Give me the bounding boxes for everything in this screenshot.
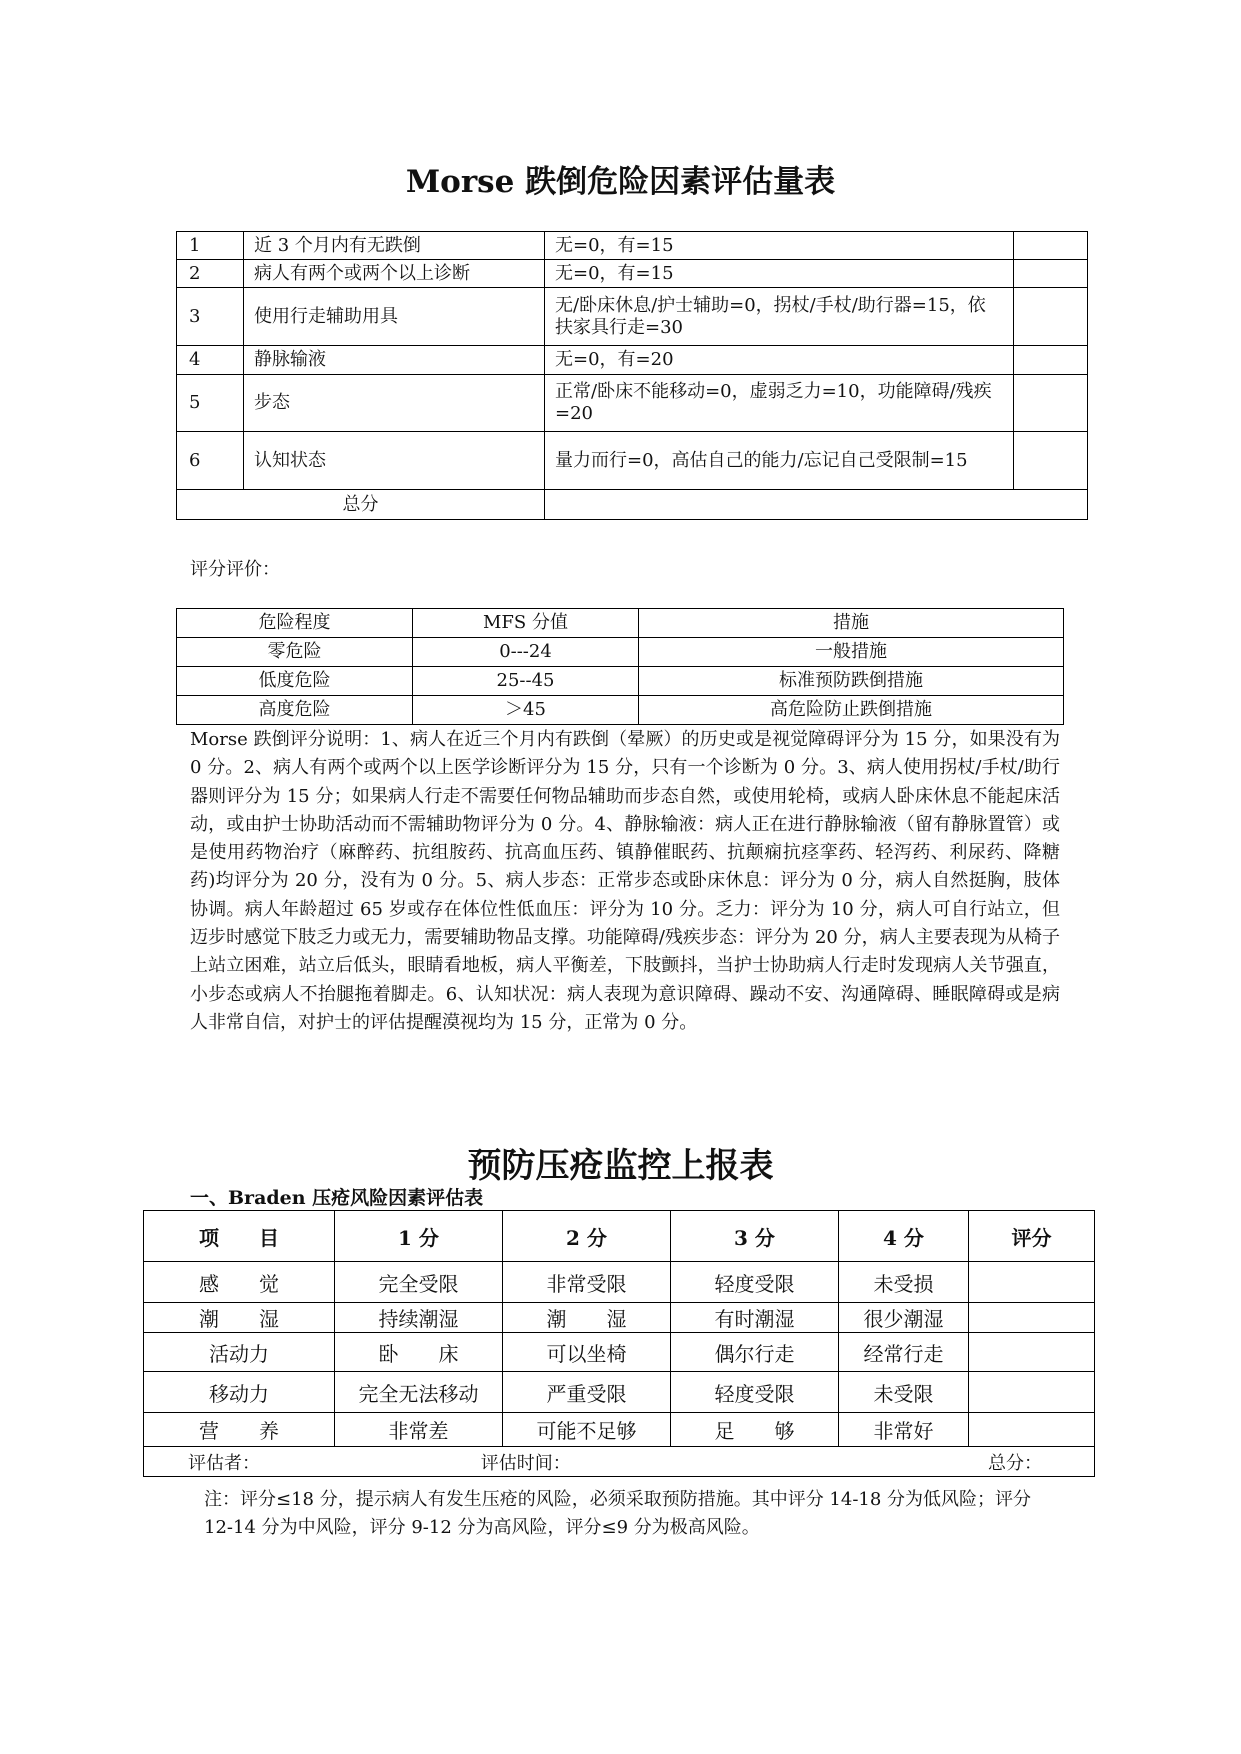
morse-row-criteria: 无=0，有=15: [545, 232, 1014, 260]
header-score-4: 4 分: [839, 1211, 969, 1262]
morse-row-criteria: 无=0，有=15: [545, 260, 1014, 288]
morse-row-criteria: 无/卧床休息/护士辅助=0，拐杖/手杖/助行器=15，依扶家具行走=30: [545, 288, 1014, 346]
risk-level: 高度危险: [177, 696, 413, 725]
braden-option-2: 可以坐椅: [503, 1333, 671, 1372]
braden-title: 预防压疮监控上报表: [467, 1146, 774, 1186]
risk-level-table: [176, 608, 1064, 725]
braden-score-cell[interactable]: [969, 1413, 1095, 1447]
braden-option-1: 非常差: [335, 1413, 503, 1447]
morse-row-number: 5: [177, 375, 244, 432]
morse-total-row: [177, 490, 1088, 520]
braden-option-1: 卧 床: [335, 1333, 503, 1372]
header-level: 危险程度: [177, 609, 413, 638]
braden-option-3: 有时潮湿: [671, 1303, 839, 1333]
morse-row-number: 2: [177, 260, 244, 288]
morse-row-number: 1: [177, 232, 244, 260]
risk-measure: 一般措施: [639, 638, 1064, 667]
morse-row-number: 3: [177, 288, 244, 346]
braden-row: [144, 1303, 1095, 1333]
total-score-label: 总分：: [988, 1452, 1042, 1474]
braden-row: [144, 1413, 1095, 1447]
braden-option-1: 完全无法移动: [335, 1372, 503, 1413]
morse-row-score-cell[interactable]: [1014, 288, 1088, 346]
braden-option-1: 持续潮湿: [335, 1303, 503, 1333]
morse-total-value-cell[interactable]: [545, 490, 1088, 520]
morse-row: [177, 260, 1088, 288]
evaluator-label: 评估者：: [188, 1452, 260, 1474]
braden-score-cell[interactable]: [969, 1372, 1095, 1413]
braden-note: 注：评分≤18 分，提示病人有发生压疮的风险，必须采取预防措施。其中评分 14-18 分为低风险；评分 12-14 分为中风险，评分 9-12 分为高风险，评分≤9 分为极高风险。: [204, 1489, 1032, 1538]
risk-measure: 高危险防止跌倒措施: [639, 696, 1064, 725]
header-score: 评分: [969, 1211, 1095, 1262]
braden-option-4: 未受限: [839, 1372, 969, 1413]
header-score-2: 2 分: [503, 1211, 671, 1262]
risk-level-row: [177, 667, 1064, 696]
risk-level: 零危险: [177, 638, 413, 667]
morse-row: [177, 432, 1088, 490]
braden-option-2: 可能不足够: [503, 1413, 671, 1447]
morse-row-item: 近 3 个月内有无跌倒: [244, 232, 545, 260]
braden-row: [144, 1372, 1095, 1413]
morse-explanation-paragraph: Morse 跌倒评分说明：1、病人在近三个月内有跌倒（晕厥）的历史或是视觉障碍评分为 15 分，如果没有为 0 分。2、病人有两个或两个以上医学诊断评分为 15 分，只有一个诊断为 0 分。3、病人使用拐杖/手杖/助行器则评分为 15 分；如果病人行走不需要任何物品辅助而步态自然，或使用轮椅，或病人卧床休息不能起床活动，或由护士协助活动而不需辅助物评分为 0 分。4、静脉输液：病人正在进行静脉输液（留有静脉置管）或是使用药物治疗（麻醉药、抗组胺药、抗高血压药、镇静催眠药、抗颠痫抗痉挛药、轻泻药、利尿药、降糖药)均评分为 20 分，没有为 0 分。5、病人步态：正常步态或卧床休息：评分为 0 分，病人自然挺胸，肢体协调。病人年龄超过 65 岁或存在体位性低血压：评分为 10 分。乏力：评分为 10 分，病人可自行站立，但迈步时感觉下肢乏力或无力，需要辅助物品支撑。功能障碍/残疾步态：评分为 20 分，病人主要表现为从椅子上站立困难，站立后低头，眼睛看地板，病人平衡差，下肢颤抖，当护士协助病人行走时发现病人关节强直，小步态或病人不抬腿拖着脚走。6、认知状况：病人表现为意识障碍、躁动不安、沟通障碍、睡眠障碍或是病人非常自信，对护士的评估提醒漠视均为 15 分，正常为 0 分。: [190, 729, 1060, 1033]
morse-row: [177, 346, 1088, 375]
header-score-3: 3 分: [671, 1211, 839, 1262]
braden-option-2: 严重受限: [503, 1372, 671, 1413]
braden-item: 营 养: [144, 1413, 335, 1447]
braden-score-cell[interactable]: [969, 1303, 1095, 1333]
morse-row-item: 步态: [244, 375, 545, 432]
risk-mfs: 25--45: [413, 667, 639, 696]
risk-level-header: [177, 609, 1064, 638]
risk-mfs: 0---24: [413, 638, 639, 667]
morse-row-item: 使用行走辅助用具: [244, 288, 545, 346]
risk-level: 低度危险: [177, 667, 413, 696]
morse-row-item: 病人有两个或两个以上诊断: [244, 260, 545, 288]
braden-row: [144, 1333, 1095, 1372]
morse-row-item: 静脉输液: [244, 346, 545, 375]
morse-row-number: 6: [177, 432, 244, 490]
braden-header-row: [144, 1211, 1095, 1262]
morse-row-number: 4: [177, 346, 244, 375]
braden-footer: [144, 1447, 1095, 1477]
evaluation-label: 评分评价：: [190, 559, 280, 580]
morse-row-score-cell[interactable]: [1014, 260, 1088, 288]
morse-title: Morse 跌倒危险因素评估量表: [405, 164, 836, 200]
morse-row: [177, 375, 1088, 432]
braden-assessment-table: [143, 1210, 1095, 1477]
morse-row-score-cell[interactable]: [1014, 232, 1088, 260]
assessment-time-label: 评估时间：: [480, 1452, 571, 1474]
braden-item: 潮 湿: [144, 1303, 335, 1333]
braden-item: 活动力: [144, 1333, 335, 1372]
morse-scoring-table: [176, 231, 1088, 520]
header-mfs: MFS 分值: [413, 609, 639, 638]
risk-mfs: ＞45: [413, 696, 639, 725]
braden-item: 移动力: [144, 1372, 335, 1413]
braden-option-1: 完全受限: [335, 1262, 503, 1303]
header-score-1: 1 分: [335, 1211, 503, 1262]
braden-item: 感 觉: [144, 1262, 335, 1303]
risk-measure: 标准预防跌倒措施: [639, 667, 1064, 696]
morse-row-score-cell[interactable]: [1014, 432, 1088, 490]
morse-row-criteria: 正常/卧床不能移动=0，虚弱乏力=10，功能障碍/残疾=20: [545, 375, 1014, 432]
braden-option-3: 轻度受限: [671, 1372, 839, 1413]
morse-total-label: 总分: [177, 490, 545, 520]
braden-score-cell[interactable]: [969, 1262, 1095, 1303]
braden-option-3: 足 够: [671, 1413, 839, 1447]
header-measure: 措施: [639, 609, 1064, 638]
braden-option-3: 轻度受限: [671, 1262, 839, 1303]
morse-row-criteria: 无=0，有=20: [545, 346, 1014, 375]
braden-score-cell[interactable]: [969, 1333, 1095, 1372]
braden-option-4: 经常行走: [839, 1333, 969, 1372]
braden-option-2: 非常受限: [503, 1262, 671, 1303]
braden-option-3: 偶尔行走: [671, 1333, 839, 1372]
braden-option-4: 很少潮湿: [839, 1303, 969, 1333]
risk-level-row: [177, 638, 1064, 667]
morse-row-score-cell[interactable]: [1014, 375, 1088, 432]
braden-option-4: 非常好: [839, 1413, 969, 1447]
morse-row-item: 认知状态: [244, 432, 545, 490]
risk-level-row: [177, 696, 1064, 725]
morse-row: [177, 232, 1088, 260]
morse-row: [177, 288, 1088, 346]
header-item: 项 目: [144, 1211, 335, 1262]
braden-option-4: 未受损: [839, 1262, 969, 1303]
braden-row: [144, 1262, 1095, 1303]
morse-row-criteria: 量力而行=0，高估自己的能力/忘记自己受限制=15: [545, 432, 1014, 490]
morse-row-score-cell[interactable]: [1014, 346, 1088, 375]
braden-footer-row: [144, 1447, 1095, 1477]
braden-option-2: 潮 湿: [503, 1303, 671, 1333]
braden-subtitle: 一、Braden 压疮风险因素评估表: [190, 1187, 484, 1209]
